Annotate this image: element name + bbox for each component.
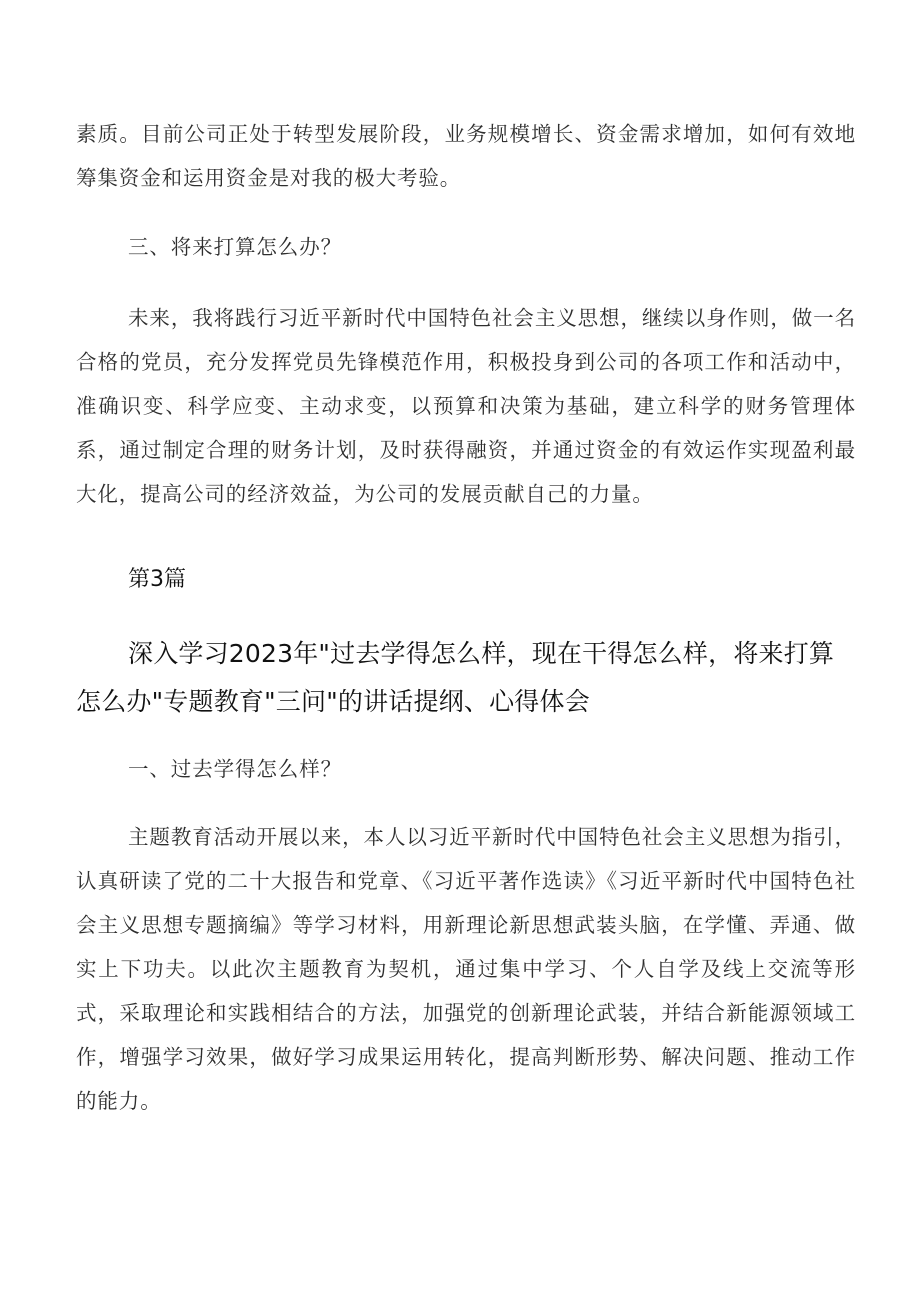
intro-paragraph: 素质。目前公司正处于转型发展阶段，业务规模增长、资金需求增加，如何有效地筹集资金和运用资金是对我的极大考验。 — [76, 122, 856, 190]
study-review-paragraph: 主题教育活动开展以来，本人以习近平新时代中国特色社会主义思想为指引，认真研读了党的二十大报告和党章、《习近平著作选读》《习近平新时代中国特色社会主义思想专题摘编》等学习材料，用新理论新思想武装头脑，在学懂、弄通、做实上下功夫。以此次主题教育为契机，通过集中学习、个人自学及线上交流等形式，采取理论和实践相结合的方法，加强党的创新理论武装，并结合新能源领域工作，增强学习效果，做好学习成果运用转化，提高判断形势、解决问题、推动工作的能力。 — [76, 825, 856, 1113]
section-heading-past: 一、过去学得怎么样？ — [128, 757, 342, 781]
future-plan-paragraph: 未来，我将践行习近平新时代中国特色社会主义思想，继续以身作则，做一名合格的党员，充分发挥党员先锋模范作用，积极投身到公司的各项工作和活动中，准确识变、科学应变、主动求变，以预算和决策为基础，建立科学的财务管理体系，通过制定合理的财务计划，及时获得融资，并通过资金的有效运作实现盈利最大化，提高公司的经济效益，为公司的发展贡献自己的力量。 — [76, 306, 856, 506]
article-title: 深入学习2023年"过去学得怎么样，现在干得怎么样，将来打算怎么办"专题教育"三问"的讲话提纲、心得体会 — [76, 639, 835, 716]
chapter-label: 第3篇 — [128, 567, 186, 592]
section-heading-future: 三、将来打算怎么办？ — [128, 235, 342, 259]
